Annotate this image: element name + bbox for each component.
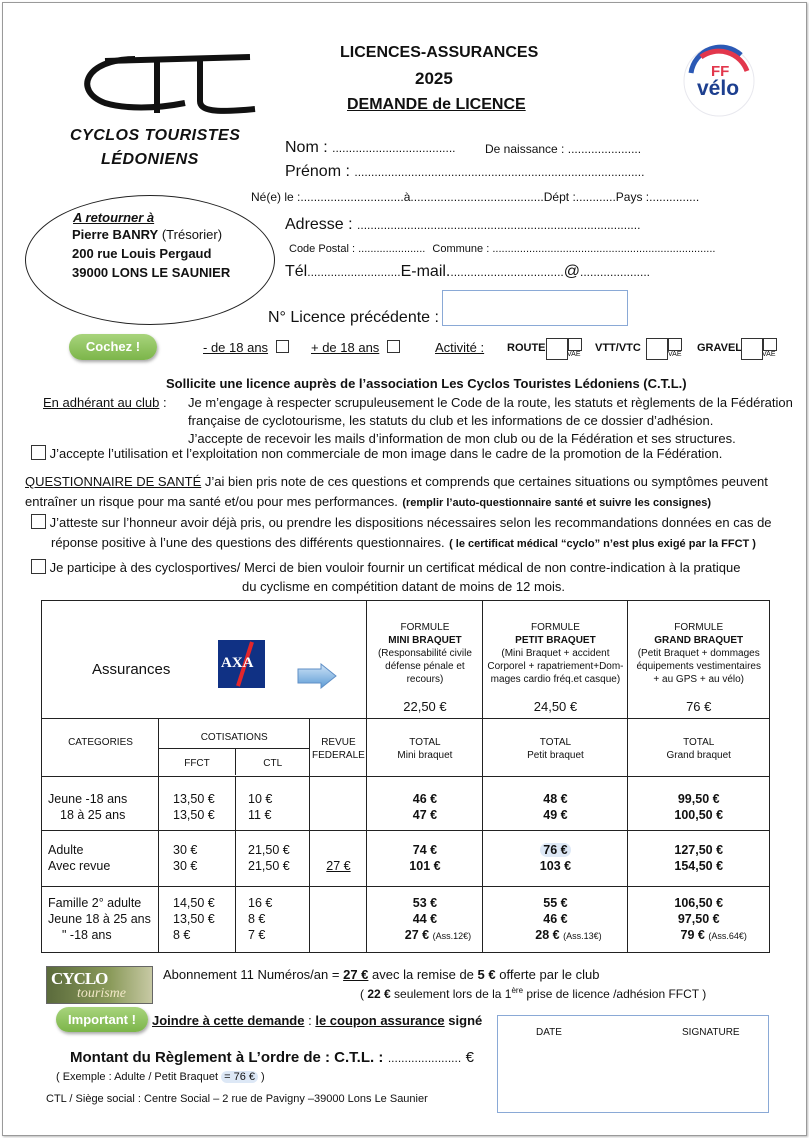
formule-grand-label: FORMULE (674, 622, 724, 633)
cat-cell (42, 777, 159, 831)
h-total-grand-cell (628, 719, 770, 777)
h-categories: CATEGORIES (68, 737, 133, 748)
gravel-checkbox[interactable] (741, 338, 763, 360)
adherant-label: En adhérant au club (43, 395, 160, 410)
ne-label: Né(e) le : (251, 190, 301, 204)
h-cotisations-cell (159, 719, 310, 777)
prenom-field[interactable]: ....................................................................................... (354, 165, 645, 179)
formule-petit-desc3: mages cardio fréq.et casque) (490, 674, 621, 685)
mini-val: 44 € (412, 912, 438, 926)
attest-text2b: ( le certificat médical “cyclo” n’est plus exigé par la FFCT ) (449, 538, 756, 550)
cp-row (289, 243, 715, 255)
h-total-petit-sub: Petit braquet (527, 750, 584, 761)
mini-val: 74 € (412, 843, 438, 857)
formule-mini-cell (367, 601, 483, 719)
grand-val: 154,50 € (674, 859, 724, 873)
sante-text2: entraîner un risque pour ma santé et/ou pour mes performances. (25, 494, 398, 509)
reglement-euro: € (465, 1049, 474, 1066)
formule-petit-price: 24,50 € (533, 699, 578, 714)
footer-address: CTL / Siège social : Centre Social – 2 rue de Pavigny –39000 Lons Le Saunier (46, 1093, 428, 1105)
revue-cell (310, 887, 367, 953)
cyclo-row (31, 559, 740, 575)
ctl-val: 21,50 € (248, 859, 290, 873)
ffct-val: 30 € (173, 859, 198, 873)
adherant-label-row (43, 395, 167, 410)
formule-mini-price: 22,50 € (403, 699, 447, 714)
ab-l2d: prise de licence /adhésion FFCT ) (526, 987, 707, 1001)
club-name-line1: CYCLOS TOURISTES (70, 127, 241, 144)
mini-val: 27 € (404, 928, 430, 942)
important-row (152, 1013, 482, 1028)
ctl-cell (236, 831, 310, 887)
licence-input[interactable] (442, 290, 628, 326)
h-total-mini-sub: Mini braquet (397, 750, 453, 761)
ctl-logo-mark (65, 51, 265, 126)
adherant-colon: : (163, 395, 167, 410)
ffct-val: 8 € (173, 928, 191, 942)
cochez-button[interactable]: Cochez ! (69, 334, 157, 360)
sollicite-text: Sollicite une licence auprès de l’association Les Cyclos Touristes Lédoniens (C.T.L.) (166, 376, 687, 391)
formule-grand-name: GRAND BRAQUET (654, 635, 744, 646)
sante-line1 (25, 474, 768, 489)
mini-cell (367, 777, 483, 831)
attest-row2 (51, 534, 756, 552)
nom-row (285, 139, 455, 157)
under18-checkbox[interactable] (276, 340, 289, 353)
birth-row (251, 190, 699, 204)
sante-text2b: (remplir l’auto-questionnaire santé et suivre les consignes) (402, 497, 712, 509)
route-checkbox[interactable] (546, 338, 568, 360)
assurances-label: Assurances (92, 661, 171, 678)
h-total-grand: TOTAL (683, 737, 715, 748)
sante-line2 (25, 493, 711, 511)
h-total-grand-sub: Grand braquet (666, 750, 731, 761)
h-revue-cell (310, 719, 367, 777)
prenom-label: Prénom : (285, 163, 350, 180)
abonnement-line2 (360, 986, 706, 1001)
cat: Jeune -18 ans (48, 792, 128, 806)
grand-val: 79 € (680, 928, 705, 942)
return-heading: A retourner à (73, 210, 155, 225)
signature-label: SIGNATURE (682, 1027, 740, 1038)
cat-cell (42, 887, 159, 953)
ctl-val: 16 € (248, 896, 273, 910)
title-line1: LICENCES-ASSURANCES (340, 44, 539, 61)
ffvelo-velo: vélo (697, 77, 740, 100)
mini-val: 101 € (409, 859, 441, 873)
route-vae-label: VAE (567, 351, 581, 358)
adresse-row (285, 216, 640, 234)
h-total-petit: TOTAL (539, 737, 572, 748)
formule-mini-desc1: (Responsabilité civile (377, 648, 472, 659)
h-categories-cell (42, 719, 159, 777)
formule-grand-desc3: + au GPS + au vélo) (653, 674, 745, 685)
h-revue2: FEDERALE (312, 750, 365, 761)
cyclo-text1: Je participe à des cyclosportives/ Merci de bien vouloir fournir un certificat médical de non contre-indication à la pratique (49, 560, 741, 575)
dept-field[interactable]: ............ (575, 190, 616, 204)
important-colon: : (308, 1013, 312, 1028)
return-name-row (72, 227, 222, 242)
ffct-val: 13,50 € (173, 912, 215, 926)
revue-cell (310, 777, 367, 831)
return-street: 200 rue Louis Pergaud (72, 246, 212, 261)
adresse-field[interactable]: ..................................................................................... (357, 218, 641, 232)
ctl-val: 11 € (248, 808, 272, 822)
over18-option (311, 340, 400, 355)
reglement-label: Montant du Règlement à L’ordre de : C.T.L. : (70, 1049, 384, 1066)
cyclo-logo-line1: CYCLO (51, 969, 108, 988)
route-vae-checkbox[interactable] (568, 338, 582, 351)
grand-cell (628, 777, 770, 831)
route-label: ROUTE (507, 342, 546, 354)
cat: " -18 ans (62, 928, 112, 942)
abonnement-remise: 5 € (477, 967, 496, 982)
mini-cell (367, 887, 483, 953)
formule-grand-cell (628, 601, 770, 719)
example-text: ( Exemple : Adulte / Petit Braquet (56, 1071, 219, 1083)
email-domain-field[interactable]: ..................... (579, 265, 650, 279)
date-label: DATE (536, 1027, 562, 1038)
grand-val: 100,50 € (674, 808, 724, 822)
ffct-cell (159, 777, 236, 831)
ffvelo-logo (681, 43, 757, 119)
cyclo-logo-line2: tourisme (77, 986, 126, 1001)
petit-val: 48 € (543, 792, 568, 806)
cp-field[interactable]: ...................... (358, 243, 426, 255)
abonnement-text2: avec la remise de (372, 967, 474, 982)
email-field[interactable]: .................................. (450, 265, 564, 279)
grand-val: 106,50 € (674, 896, 724, 910)
cat: Adulte (48, 843, 84, 857)
formule-petit-cell (483, 601, 628, 719)
example-row (56, 1071, 265, 1083)
ne-field[interactable]: ............................... (300, 190, 404, 204)
abonnement-text1: Abonnement 11 Numéros/an (163, 967, 329, 982)
a-label: à (403, 190, 411, 204)
formule-mini-desc2: défense pénale et (385, 661, 465, 672)
petit-val: 49 € (543, 808, 568, 822)
example-value: = 76 € (221, 1071, 258, 1083)
table-row (42, 831, 770, 887)
over18-label: + de 18 ans (311, 340, 380, 355)
ffct-val: 30 € (173, 843, 198, 857)
ctl-cell (236, 887, 310, 953)
cyclo-text2: du cyclisme en compétition datant de moins de 12 mois. (242, 579, 566, 594)
h-total-mini: TOTAL (409, 737, 441, 748)
petit-ass: (Ass.13€) (563, 931, 602, 941)
gravel-label: GRAVEL (697, 342, 743, 354)
title-year: 2025 (415, 69, 453, 88)
petit-cell (483, 831, 628, 887)
cat: Famille 2° adulte (48, 896, 142, 910)
axa-logo (218, 640, 265, 688)
nom-field[interactable]: ..................................... (332, 141, 456, 155)
ctl-val: 8 € (248, 912, 266, 926)
adherant-line3: J’accepte de recevoir les mails d’information de mon club ou de la Fédération et ses structures. (188, 431, 736, 446)
abonnement-line1 (163, 967, 599, 982)
petit-val: 46 € (543, 912, 568, 926)
ffct-val: 13,50 € (173, 808, 215, 822)
abonnement-price: 27 € (343, 967, 369, 982)
contact-row (285, 263, 650, 281)
over18-checkbox[interactable] (387, 340, 400, 353)
insurance-table (41, 600, 770, 953)
petit-val-highlight: 76 € (540, 843, 570, 857)
vtt-label: VTT/VTC (595, 342, 641, 354)
return-role: (Trésorier) (161, 227, 223, 242)
licence-form-page (2, 2, 807, 1136)
gravel-vae-checkbox[interactable] (763, 338, 777, 351)
important-button[interactable]: Important ! (56, 1007, 148, 1032)
h-cotisations: COTISATIONS (159, 731, 309, 749)
commune-label: Commune : (432, 243, 490, 255)
petit-val: 103 € (539, 859, 572, 873)
mini-val: 46 € (412, 792, 438, 806)
axa-text: AXA (221, 655, 254, 671)
formule-mini-desc3: recours) (406, 674, 444, 685)
ffct-cell (159, 831, 236, 887)
formule-grand-desc2: équipements vestimentaires (636, 661, 761, 672)
naissance-label: De naissance : (485, 142, 565, 156)
cat-cell (42, 831, 159, 887)
at-sign: @ (563, 263, 580, 280)
cat: Avec revue (48, 859, 111, 873)
mini-ass: (Ass.12€) (432, 931, 472, 941)
ctl-val: 21,50 € (248, 843, 290, 857)
ffct-val: 13,50 € (173, 792, 215, 806)
sante-text1: J’ai bien pris note de ces questions et comprends que certaines situations ou symptômes peuvent (204, 474, 768, 489)
ab-sup: ère (511, 986, 524, 995)
revue-val: 27 € (326, 859, 351, 873)
cat: Jeune 18 à 25 ans (48, 912, 151, 926)
tel-field[interactable]: ............................ (307, 265, 401, 279)
return-city: 39000 LONS LE SAUNIER (72, 265, 231, 280)
pays-field[interactable]: ............... (649, 190, 700, 204)
sante-label: QUESTIONNAIRE DE SANTÉ (25, 474, 202, 489)
abonnement-text3: offerte par le club (499, 967, 600, 982)
cyclosportive-checkbox[interactable] (31, 559, 46, 574)
table-row (42, 887, 770, 953)
attest-checkbox[interactable] (31, 514, 46, 529)
petit-cell (483, 887, 628, 953)
dept-label: Dépt : (543, 190, 576, 204)
cyclotourisme-logo (46, 966, 153, 1004)
grand-cell (628, 831, 770, 887)
formule-petit-desc2: Corporel + rapatriement+Dom- (487, 661, 624, 672)
title-line3: DEMANDE de LICENCE (347, 96, 526, 113)
abonnement-eq: = (331, 967, 340, 982)
grand-cell (628, 887, 770, 953)
naissance-field[interactable]: ...................... (567, 142, 642, 156)
activite-label: Activité : (435, 340, 485, 355)
formule-petit-name: PETIT BRAQUET (515, 635, 596, 646)
petit-val: 55 € (543, 896, 568, 910)
gravel-vae-label: VAE (762, 351, 776, 358)
mini-val: 47 € (412, 808, 438, 822)
formule-mini-name: MINI BRAQUET (388, 635, 462, 646)
grand-val: 99,50 € (677, 792, 720, 806)
prenom-row (285, 163, 644, 181)
a-field[interactable]: ........................................ (410, 190, 544, 204)
important-text2: le coupon assurance (315, 1013, 445, 1028)
ab-l2a: ( (360, 987, 364, 1001)
ffvelo-ff: FF (711, 63, 730, 80)
attest-text1: J’atteste sur l’honneur avoir déjà pris, ou prendre les dispositions nécessaires selon les recommandations données en cas de (49, 515, 772, 530)
accept-image-text: J’accepte l’utilisation et l’exploitation non commerciale de mon image dans le cadre de la promotion de la Fédération. (49, 446, 723, 461)
vtt-vae-label: VAE (668, 351, 682, 358)
licence-label: N° Licence précédente : (268, 309, 439, 326)
important-text1: Joindre à cette demande (152, 1013, 305, 1028)
formule-petit-desc1: (Mini Braquet + accident (501, 648, 610, 659)
cp-label: Code Postal : (289, 243, 356, 255)
under18-option (203, 340, 289, 355)
accept-image-checkbox[interactable] (31, 445, 46, 460)
formule-grand-price: 76 € (686, 699, 712, 714)
naissance-row (485, 142, 641, 156)
signature-box[interactable] (497, 1015, 769, 1113)
email-label: E-mail. (400, 263, 451, 280)
nom-label: Nom : (285, 139, 328, 156)
h-ctl: CTL (263, 758, 283, 769)
ctl-val: 10 € (248, 792, 273, 806)
adresse-label: Adresse : (285, 216, 353, 233)
ctl-val: 7 € (248, 928, 266, 942)
ctl-logo (65, 51, 265, 181)
h-revue1: REVUE (321, 737, 356, 748)
formule-petit-label: FORMULE (530, 622, 580, 633)
grand-val: 97,50 € (677, 912, 720, 926)
club-name-line2: LÉDONIENS (101, 151, 199, 168)
accept-image-row (31, 445, 722, 461)
h-total-petit-cell (483, 719, 628, 777)
petit-val: 28 € (535, 928, 560, 942)
ab-l2c: seulement lors de la 1 (394, 987, 512, 1001)
assurances-header-cell (42, 601, 367, 719)
adherant-line1: Je m’engage à respecter scrupuleusement le Code de la route, les statuts et règlements de la Fédération (188, 395, 793, 410)
ffct-val: 14,50 € (173, 896, 215, 910)
return-name: Pierre BANRY (72, 227, 159, 242)
commune-field[interactable]: ......................................................................... (492, 243, 716, 255)
mini-cell (367, 831, 483, 887)
vtt-checkbox[interactable] (646, 338, 668, 360)
important-text3: signé (448, 1013, 483, 1028)
arrow-icon (297, 663, 337, 692)
revue-cell (310, 831, 367, 887)
formule-mini-label: FORMULE (400, 622, 450, 633)
reglement-row (70, 1049, 474, 1067)
ffct-cell (159, 887, 236, 953)
tel-label: Tél (285, 263, 308, 280)
example-end: ) (261, 1071, 265, 1083)
cat: 18 à 25 ans (60, 808, 126, 822)
formule-grand-desc1: (Petit Braquet + dommages (637, 648, 760, 659)
mini-val: 53 € (412, 896, 438, 910)
petit-cell (483, 777, 628, 831)
attest-text2: réponse positive à l’une des questions des différents questionnaires. (51, 535, 445, 550)
h-total-mini-cell (367, 719, 483, 777)
ctl-cell (236, 777, 310, 831)
adherant-line2: française de cyclotourisme, les statuts du club et les informations de ce dossier d’adhésion. (188, 413, 714, 428)
h-ffct: FFCT (159, 749, 236, 775)
table-row (42, 777, 770, 831)
vtt-vae-checkbox[interactable] (668, 338, 682, 351)
grand-val: 127,50 € (674, 843, 724, 857)
ab-l2b: 22 € (367, 987, 391, 1001)
attest-row (31, 514, 772, 530)
reglement-field[interactable]: ...................... (387, 1051, 462, 1065)
pays-label: Pays : (615, 190, 650, 204)
grand-ass: (Ass.64€) (708, 931, 747, 941)
under18-label: - de 18 ans (203, 340, 269, 355)
